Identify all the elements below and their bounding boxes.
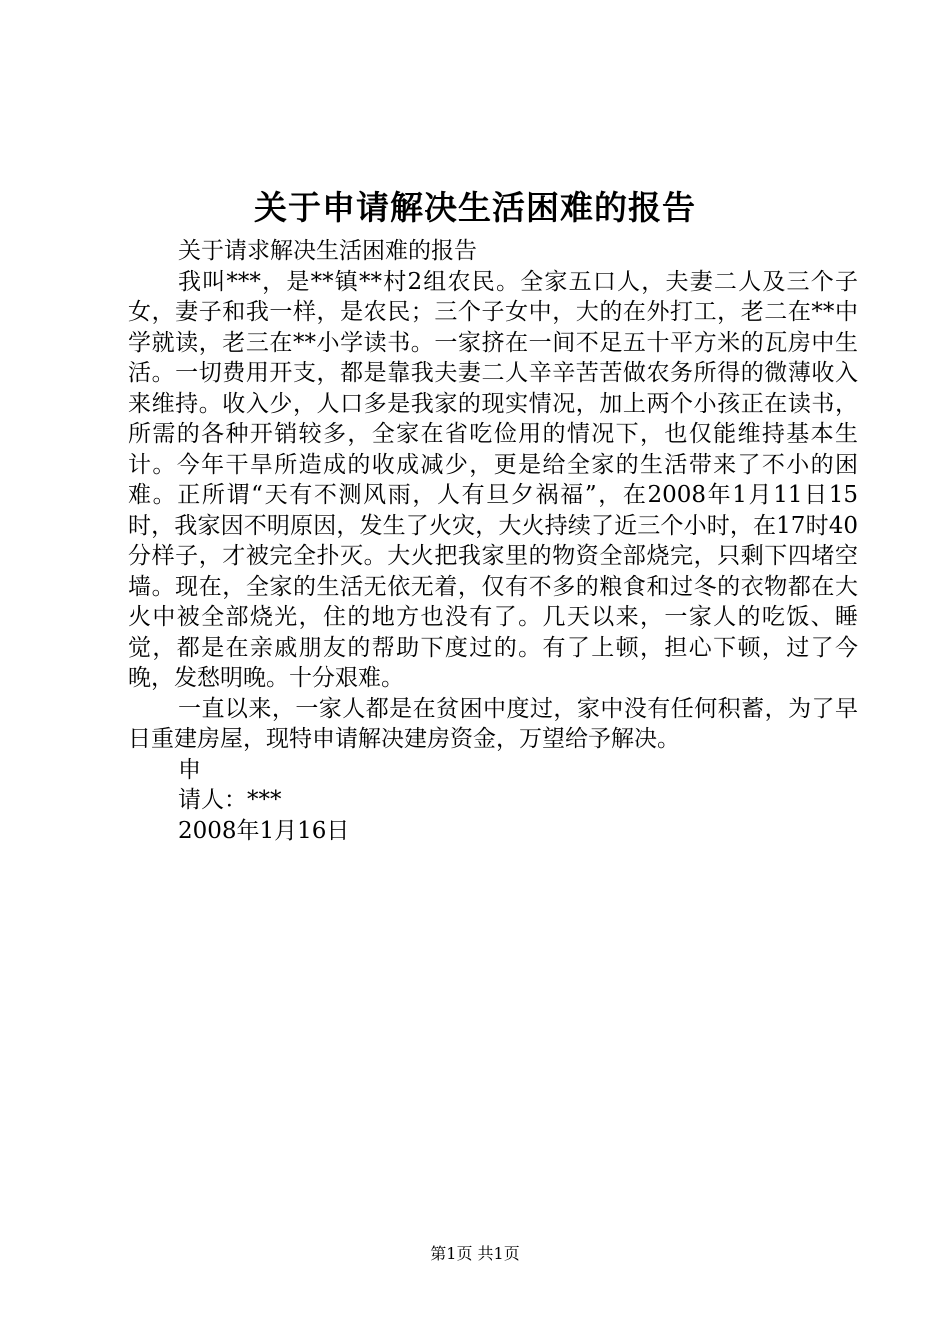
document-body	[128, 236, 858, 846]
document-subtitle: 关于请求解决生活困难的报告	[178, 238, 477, 264]
page-footer: 第1页 共1页	[430, 1244, 520, 1263]
signature-line-2: 请人：***	[178, 787, 282, 813]
document-title: 关于申请解决生活困难的报告	[254, 188, 696, 227]
paragraph-2: 一直以来，一家人都是在贫困中度过，家中没有任何积蓄，为了早日重建房屋，现特申请解决建房资金，万望给予解决。	[128, 695, 858, 752]
document-date: 2008年1月16日	[178, 817, 350, 844]
signature-line-1: 申	[178, 756, 201, 783]
paragraph-1: 我叫***，是**镇**村2组农民。全家五口人，夫妻二人及三个子女，妻子和我一样，是农民；三个子女中，大的在外打工，老二在**中学就读，老三在**小学读书。一家挤在一间不足五十平方米的瓦房中生活。一切费用开支，都是靠我夫妻二人辛辛苦苦做农务所得的微薄收入来维持。收入少，人口多是我家的现实情况，加上两个小孩正在读书，所需的各种开销较多，全家在省吃俭用的情况下，也仅能维持基本生计。今年干旱所造成的收成减少，更是给全家的生活带来了不小的困难。正所谓“天有不测风雨，人有旦夕祸福”，在2008年1月11日15时，我家因不明原因，发生了火灾，大火持续了近三个小时，在17时40分样子，才被完全扑灭。大火把我家里的物资全部烧完，只剩下四堵空墙。现在，全家的生活无依无着，仅有不多的粮食和过冬的衣物都在大火中被全部烧光，住的地方也没有了。几天以来，一家人的吃饭、睡觉，都是在亲戚朋友的帮助下度过的。有了上顿，担心下顿，过了今晚，发愁明晚。十分艰难。	[128, 268, 858, 691]
